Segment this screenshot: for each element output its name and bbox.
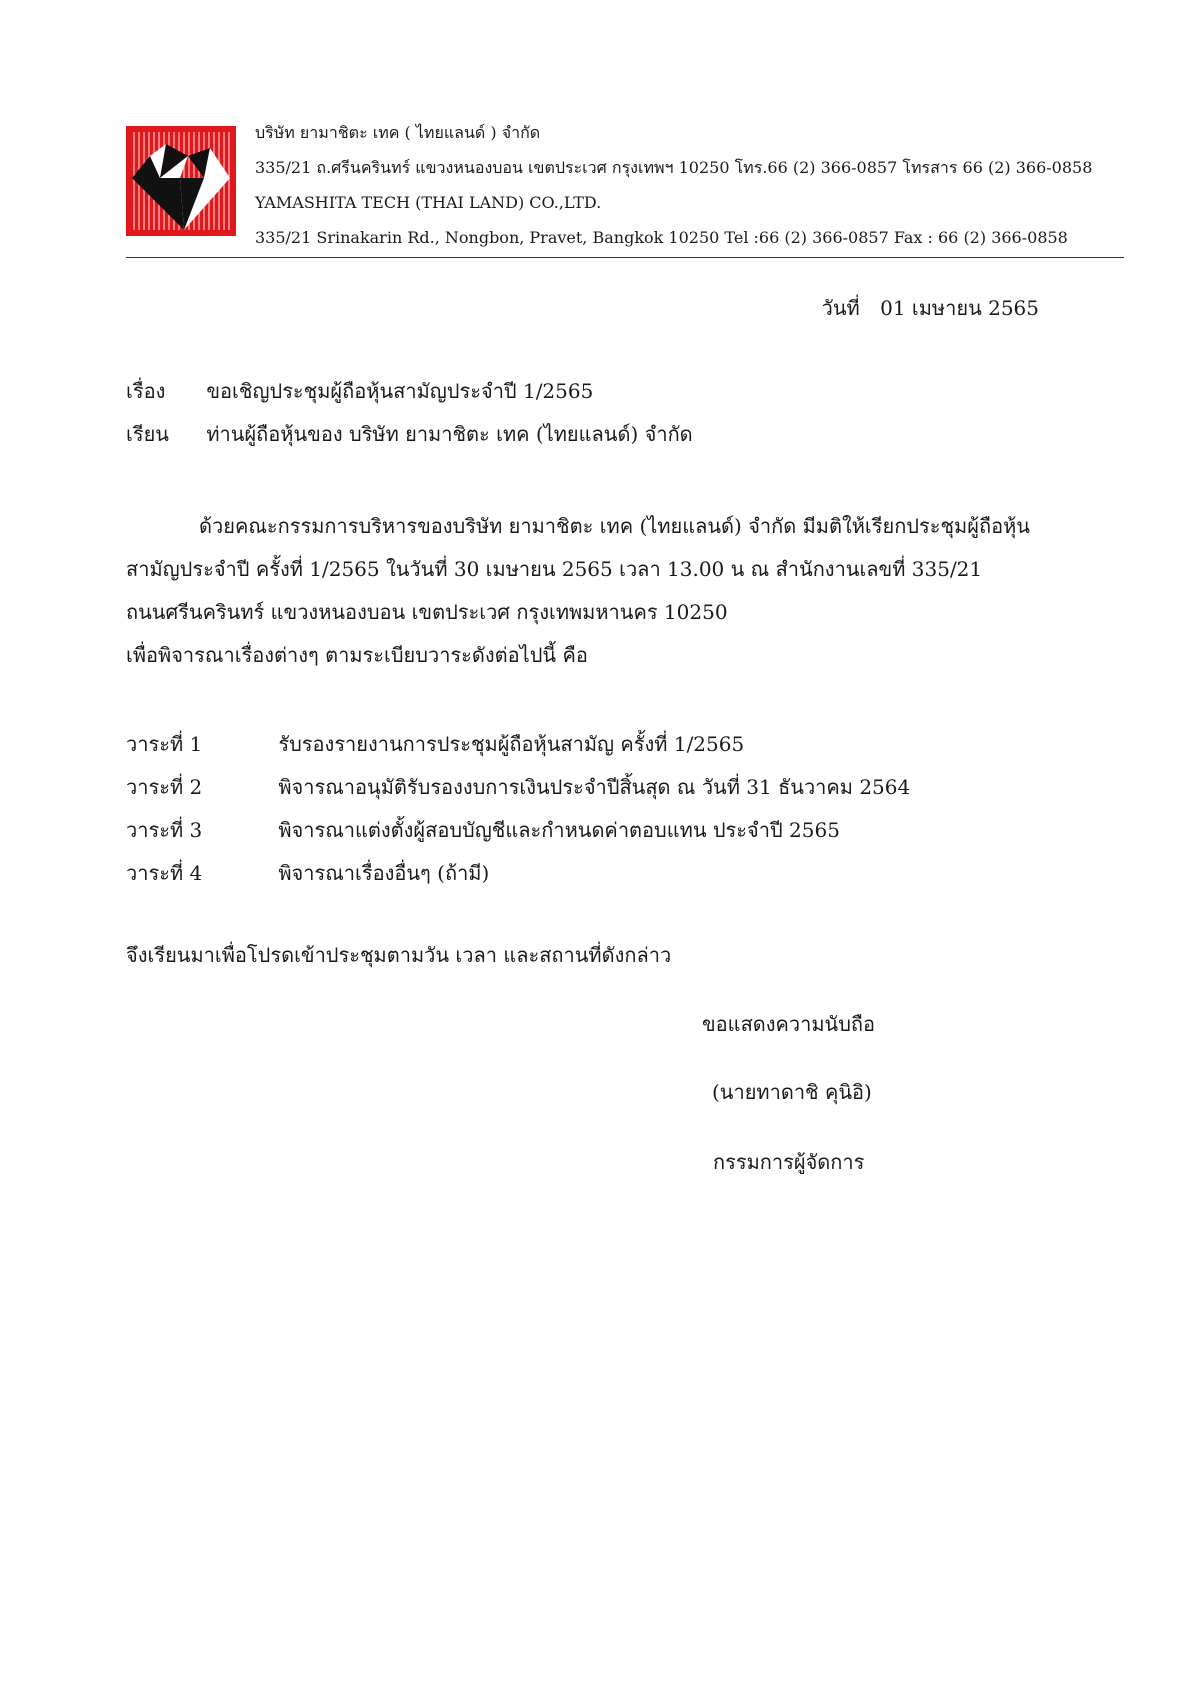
letter-date [808, 292, 1039, 324]
letterhead [255, 118, 1092, 258]
recipient-text: ท่านผู้ถือหุ้นของ บริษัท ยามาชิตะ เทค (ไทยแลนด์) จำกัด [206, 422, 693, 446]
agenda-number: วาระที่ 1 [126, 732, 203, 756]
letter-body [126, 505, 1056, 677]
agenda-item [126, 809, 910, 852]
agenda-number: วาระที่ 3 [126, 818, 203, 842]
subject-text: ขอเชิญประชุมผู้ถือหุ้นสามัญประจำปี 1/2565 [206, 379, 594, 403]
agenda-text: พิจารณาแต่งตั้งผู้สอบบัญชีและกำหนดค่าตอบแทน ประจำปี 2565 [278, 818, 840, 842]
agenda-number: วาระที่ 2 [126, 775, 203, 799]
header-divider [126, 257, 1124, 258]
agenda-text: พิจารณาอนุมัติรับรองงบการเงินประจำปีสิ้นสุด ณ วันที่ 31 ธันวาคม 2564 [278, 775, 911, 799]
date-label: วันที่ [821, 296, 860, 320]
body-line: ด้วยคณะกรรมการบริหารของบริษัท ยามาชิตะ เทค (ไทยแลนด์) จำกัด มีมติให้เรียกประชุมผู้ถือหุ้น [199, 514, 1030, 538]
date-value: 01 เมษายน 2565 [880, 296, 1039, 320]
subject-label: เรื่อง [126, 379, 166, 403]
company-name-thai: บริษัท ยามาชิตะ เทค ( ไทยแลนด์ ) จำกัด [255, 123, 541, 142]
body-line: ถนนศรีนครินทร์ แขวงหนองบอน เขตประเวศ กรุงเทพมหานคร 10250 [126, 600, 728, 624]
company-address-thai: 335/21 ถ.ศรีนครินทร์ แขวงหนองบอน เขตประเวศ กรุงเทพฯ 10250 โทร.66 (2) 366-0857 โทรสาร 66 (2) 366-0858 [255, 158, 1093, 177]
agenda-item [126, 766, 910, 809]
signature-regards: ขอแสดงความนับถือ [702, 1012, 876, 1036]
agenda-item [126, 723, 910, 766]
signature-title: กรรมการผู้จัดการ [713, 1150, 865, 1174]
closing-sentence: จึงเรียนมาเพื่อโปรดเข้าประชุมตามวัน เวลา และสถานที่ดังกล่าว [126, 943, 672, 967]
recipient-row [126, 418, 693, 450]
signature-name: (นายทาดาชิ คุนิอิ) [712, 1080, 872, 1104]
agenda-text: รับรองรายงานการประชุมผู้ถือหุ้นสามัญ ครั้งที่ 1/2565 [278, 732, 745, 756]
agenda-item [126, 852, 910, 895]
body-line: สามัญประจำปี ครั้งที่ 1/2565 ในวันที่ 30 เมษายน 2565 เวลา 13.00 น ณ สำนักงานเลขที่ 335/21 [126, 557, 983, 581]
agenda-text: พิจารณาเรื่องอื่นๆ (ถ้ามี) [278, 861, 490, 885]
recipient-label: เรียน [126, 422, 169, 446]
company-name-english: YAMASHITA TECH (THAI LAND) CO.,LTD. [255, 193, 602, 212]
agenda-list [126, 723, 910, 895]
company-address-english: 335/21 Srinakarin Rd., Nongbon, Pravet, Bangkok 10250 Tel :66 (2) 366-0857 Fax : 66 (2) 366-0858 [255, 228, 1068, 247]
company-logo [126, 126, 236, 236]
agenda-number: วาระที่ 4 [126, 861, 203, 885]
subject-row [126, 375, 593, 407]
body-line: เพื่อพิจารณาเรื่องต่างๆ ตามระเบียบวาระดังต่อไปนี้ คือ [126, 643, 588, 667]
